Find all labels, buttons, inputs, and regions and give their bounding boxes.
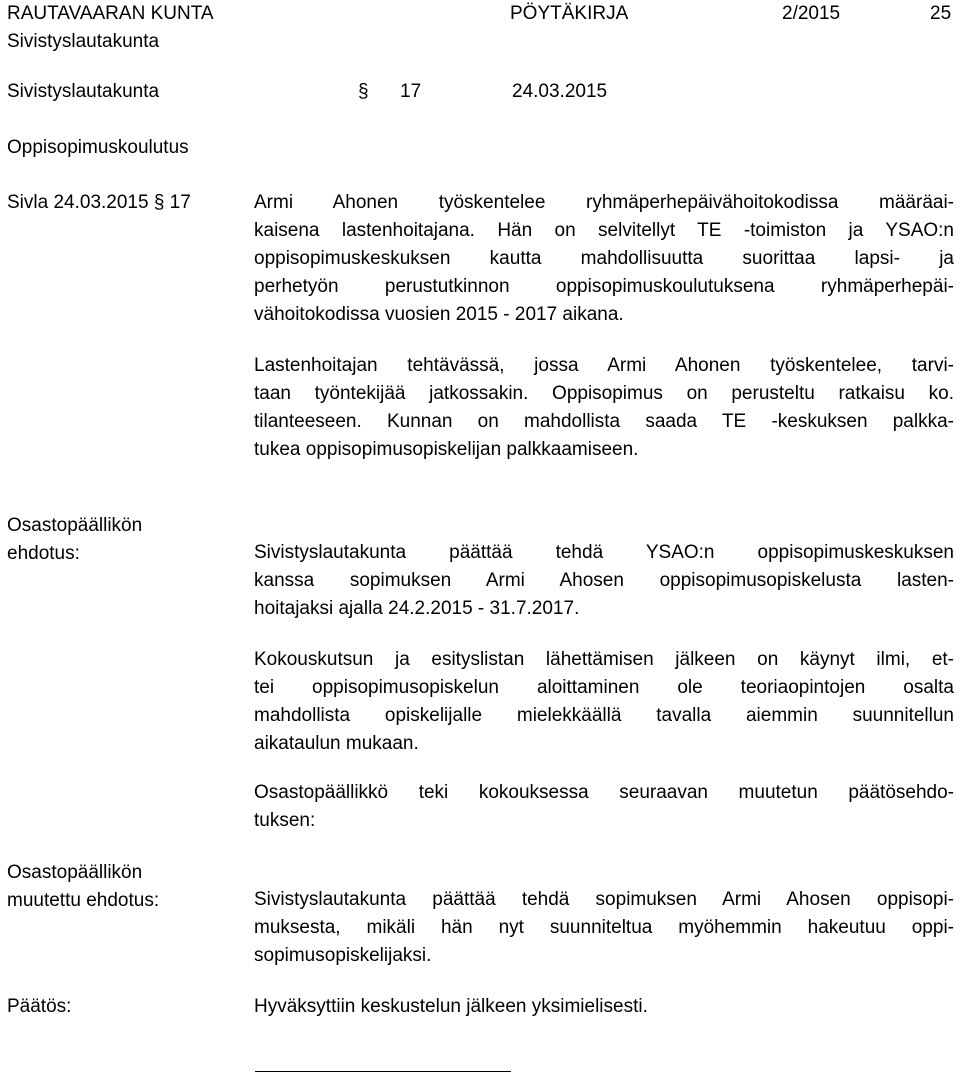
text-line: tilanteeseen. Kunnan on mahdollista saada TE -keskuksen palkka-	[254, 411, 954, 432]
label-line: Osastopäällikön	[7, 515, 143, 536]
text-line: taan työntekijää jatkossakin. Oppisopimus on perusteltu ratkaisu ko.	[254, 383, 954, 404]
text-line: tei oppisopimusopiskelun aloittaminen ole teoriaopintojen osalta	[254, 677, 954, 698]
text-line: Sivistyslautakunta päättää tehdä sopimuksen Armi Ahosen oppisopi-	[254, 889, 954, 910]
proposal-label	[7, 512, 142, 568]
text-line: sopimusopiskelijaksi.	[254, 945, 432, 966]
amended-proposal-text	[254, 886, 954, 970]
topic-title: Oppisopimuskoulutus	[7, 137, 189, 158]
decision-label: Päätös:	[7, 996, 72, 1017]
text-line: perhetyön perustutkinnon oppisopimuskoulutuksena ryhmäperhepäi-	[254, 276, 954, 297]
meeting-date: 24.03.2015	[512, 81, 608, 102]
org-name: RAUTAVAARAN KUNTA	[7, 3, 214, 24]
meeting-body: Sivistyslautakunta	[7, 81, 160, 102]
page-number: 25	[930, 3, 952, 24]
label-line: Osastopäällikön	[7, 862, 143, 883]
text-line: aikataulun mukaan.	[254, 733, 419, 754]
text-line: kanssa sopimuksen Armi Ahosen oppisopimusopiskelusta lasten-	[254, 570, 954, 591]
description-paragraph-2	[254, 352, 954, 464]
section-number: 17	[400, 81, 422, 102]
description-paragraph-1	[254, 189, 954, 329]
document-number: 2/2015	[782, 3, 841, 24]
text-line: Lastenhoitajan tehtävässä, jossa Armi Ahonen työskentelee, tarvi-	[254, 355, 954, 376]
document-type: PÖYTÄKIRJA	[510, 3, 629, 24]
label-line: muutettu ehdotus:	[7, 890, 160, 911]
text-line: muksesta, mikäli hän nyt suunniteltua myöhemmin hakeutuu oppi-	[254, 917, 954, 938]
notice-paragraph-2	[254, 779, 954, 835]
label-line: ehdotus:	[7, 543, 80, 564]
text-line: kaisena lastenhoitajana. Hän on selvitellyt TE -toimiston ja YSAO:n	[254, 220, 954, 241]
text-line: hoitajaksi ajalla 24.2.2015 - 31.7.2017.	[254, 598, 580, 619]
text-line: tuksen:	[254, 810, 316, 831]
proposal-text	[254, 539, 954, 623]
notice-paragraph-1	[254, 646, 954, 758]
text-line: oppisopimuskeskuksen kautta mahdollisuutta suorittaa lapsi- ja	[254, 248, 954, 269]
header-body-name: Sivistyslautakunta	[7, 31, 160, 52]
amended-proposal-label	[7, 859, 159, 915]
text-line: Osastopäällikkö teki kokouksessa seuraavan muutetun päätösehdo-	[254, 782, 954, 803]
text-line: vähoitokodissa vuosien 2015 - 2017 aikana.	[254, 304, 624, 325]
text-line: mahdollista opiskelijalle mielekkäällä tavalla aiemmin suunnitellun	[254, 705, 954, 726]
text-line: tukea oppisopimusopiskelijan palkkaamiseen.	[254, 439, 639, 460]
text-line: Armi Ahonen työskentelee ryhmäperhepäivähoitokodissa määräai-	[254, 192, 954, 213]
reference: Sivla 24.03.2015 § 17	[7, 192, 191, 213]
text-line: Sivistyslautakunta päättää tehdä YSAO:n oppisopimuskeskuksen	[254, 542, 954, 563]
decision-text: Hyväksyttiin keskustelun jälkeen yksimielisesti.	[254, 996, 648, 1017]
signature-line	[255, 1071, 511, 1072]
text-line: Kokouskutsun ja esityslistan lähettämisen jälkeen on käynyt ilmi, et-	[254, 649, 954, 670]
section-sign: §	[358, 81, 369, 102]
